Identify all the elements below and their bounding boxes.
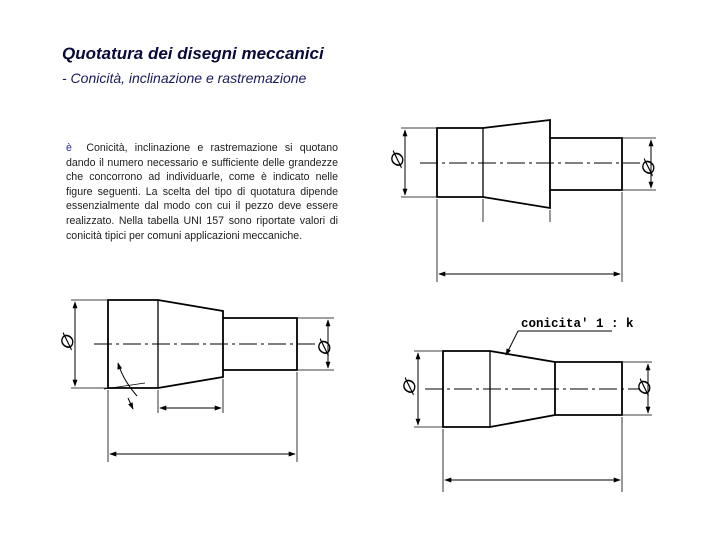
diameter-symbol-3a: Ø <box>397 376 422 397</box>
dimension-lines <box>414 331 652 492</box>
diameter-symbol-1b: Ø <box>636 157 661 178</box>
drawing-taper-3 <box>397 317 656 492</box>
part-outline <box>437 120 622 208</box>
description-text: Conicità, inclinazione e rastremazione si quotano dando il numero necessario e sufficiente delle grandezze che concorrono ad individuarle, come è indicato nelle figure seguenti. La scelta del tipo di quotatura dipende essenzialmente dal modo con cui il pezzo deve essere realizzato. Nella tabella UNI 157 sono riportate valori di conicità tipici per comuni applicazioni meccaniche. <box>66 142 339 242</box>
diameter-symbol-2a: Ø <box>55 331 80 352</box>
conicity-label: conicita' 1 : k <box>521 317 634 331</box>
page-title: Quotatura dei disegni meccanici <box>62 44 324 63</box>
diameter-symbol-1a: Ø <box>385 149 410 170</box>
page-subtitle: - Conicità, inclinazione e rastremazione <box>62 70 307 86</box>
bullet-arrow-icon: è <box>66 142 72 154</box>
drawing-taper-1 <box>385 120 660 282</box>
diameter-symbol-3b: Ø <box>632 377 657 398</box>
drawing-taper-2 <box>55 300 336 462</box>
diameter-symbol-2b: Ø <box>312 337 337 358</box>
